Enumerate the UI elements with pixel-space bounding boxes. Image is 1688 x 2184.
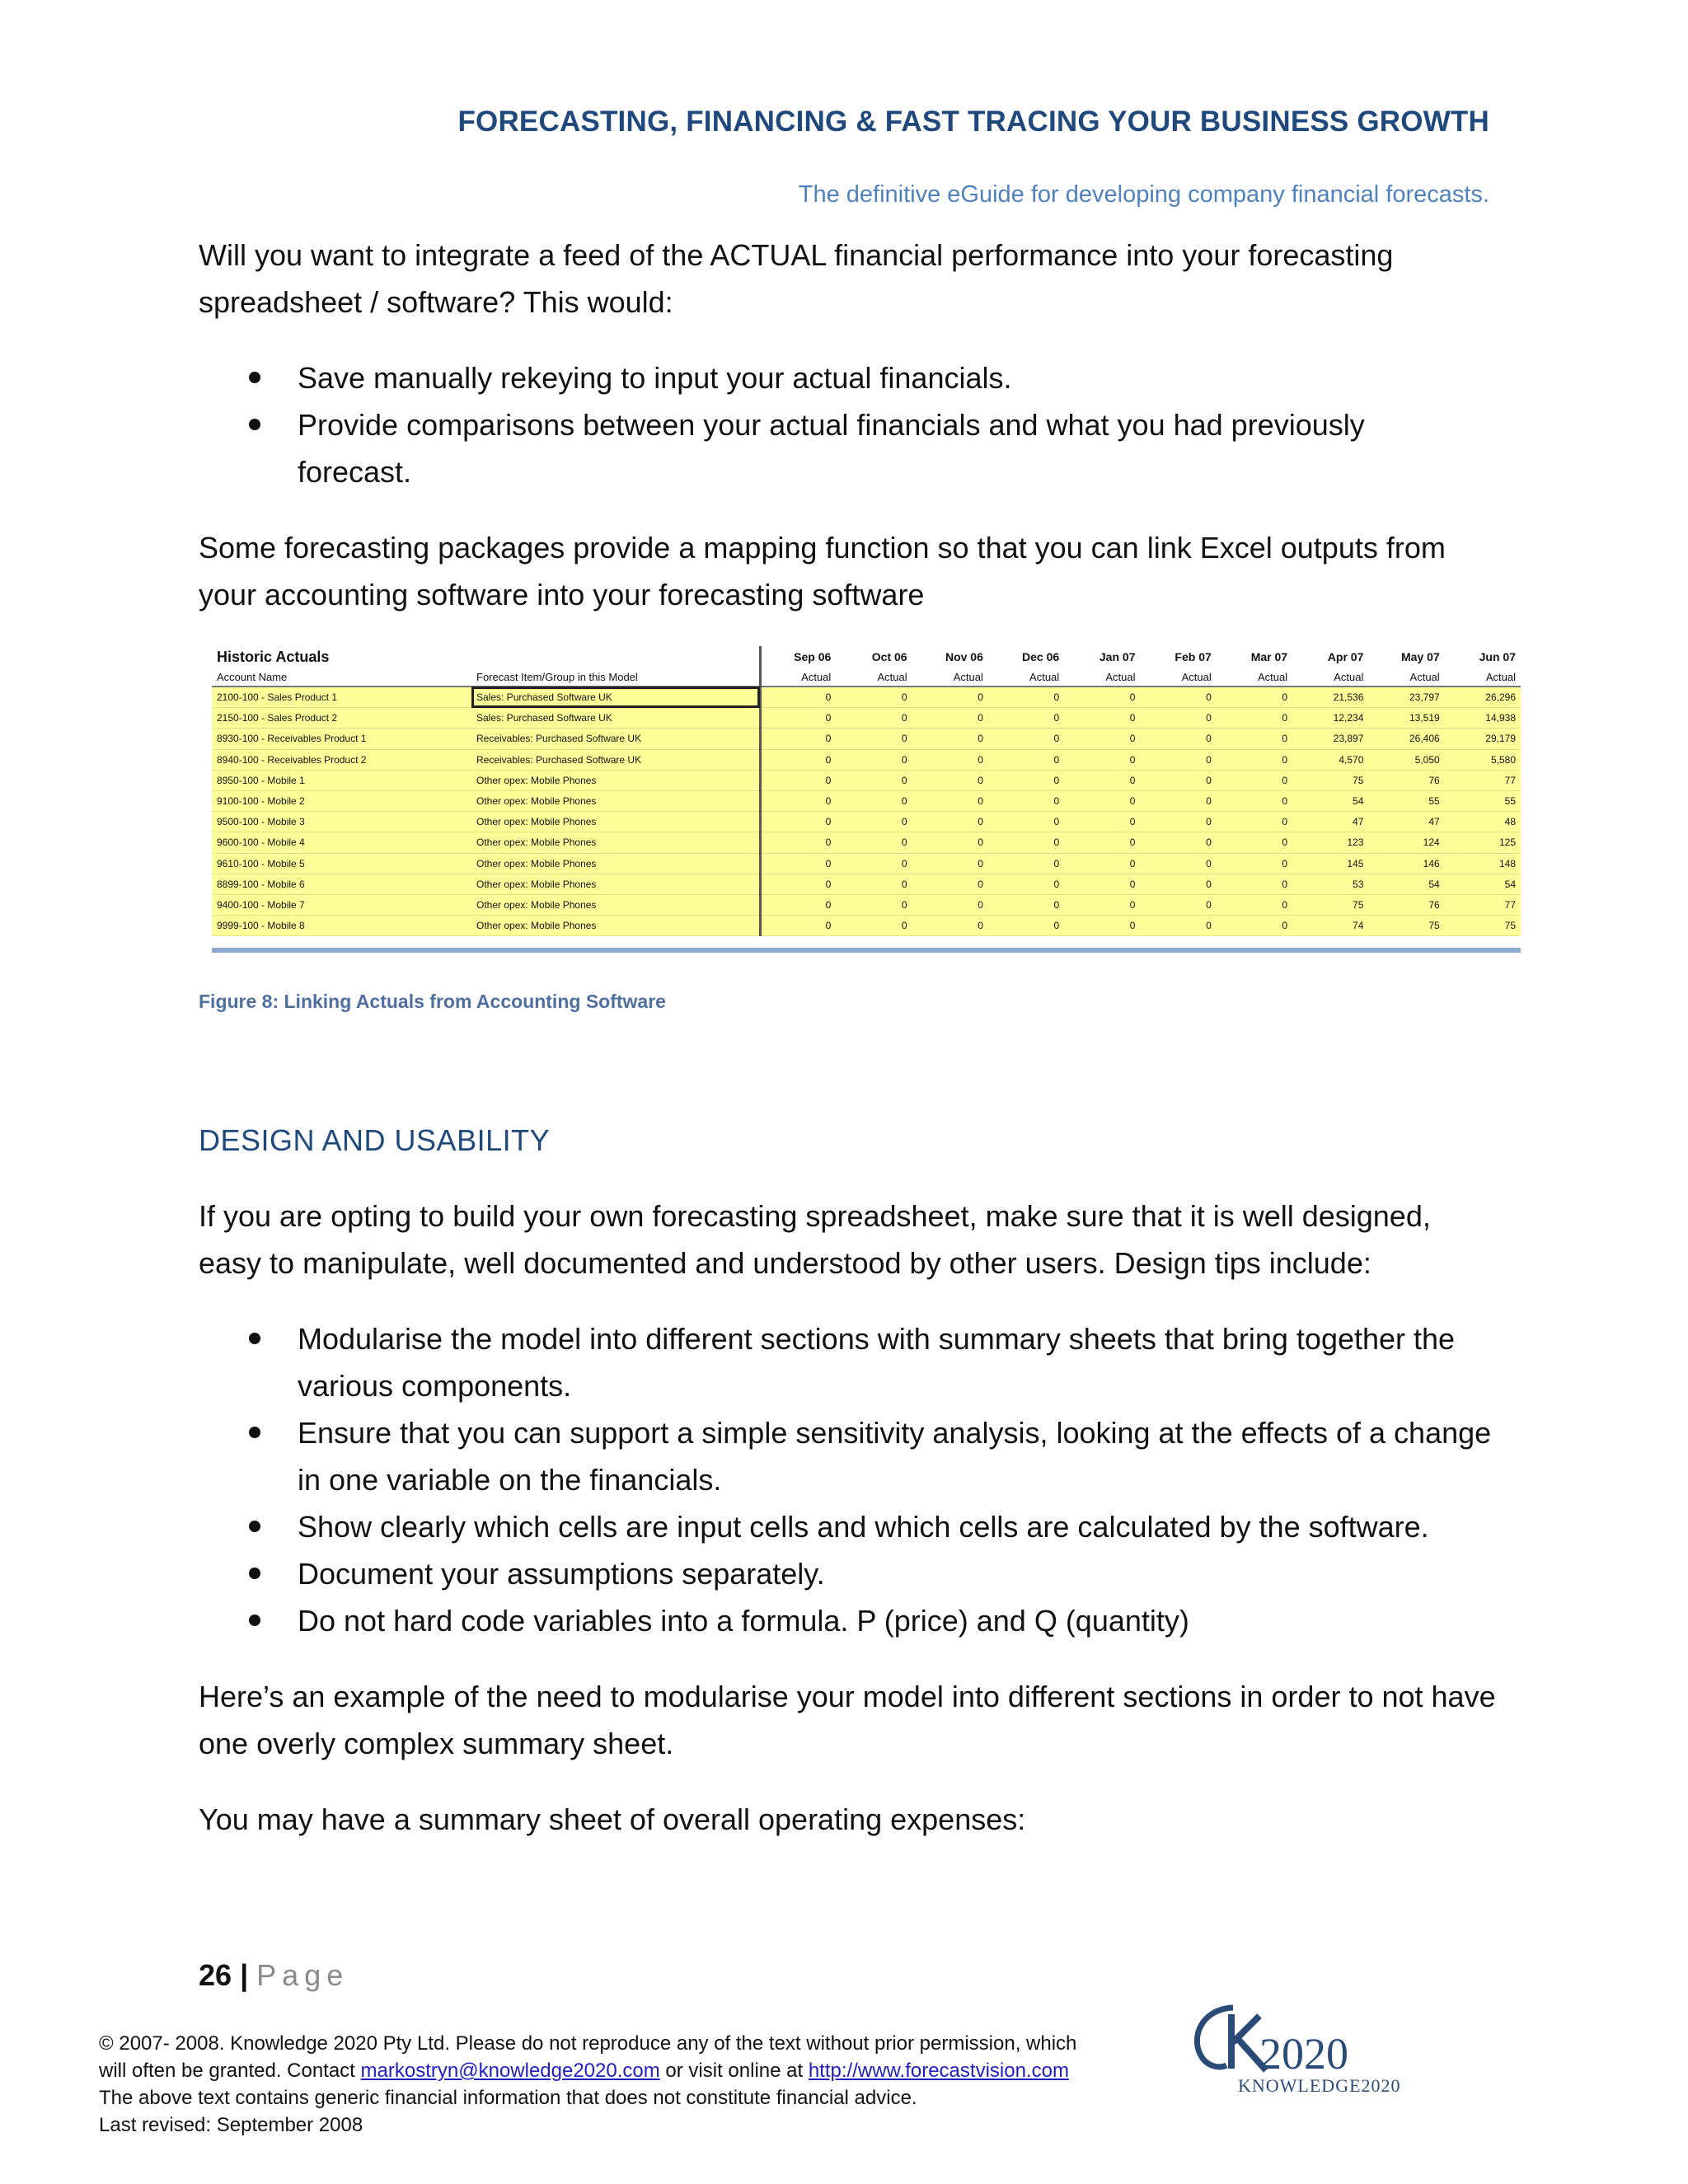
knowledge2020-logo (1184, 1998, 1431, 2105)
value-cell[interactable]: 0 (1064, 749, 1140, 770)
value-cell[interactable]: 4,570 (1292, 749, 1368, 770)
value-cell[interactable]: 0 (1217, 749, 1292, 770)
footer-contact (99, 2057, 1076, 2084)
value-cell[interactable]: 0 (1140, 853, 1216, 874)
list-item-text: Save manually rekeying to input your actual financials. (298, 361, 1012, 395)
logo-company-text: KNOWLEDGE2020 (1238, 2075, 1401, 2096)
footer-visit-text: or visit online at (659, 2060, 809, 2082)
mapping-paragraph: Some forecasting packages provide a mapping function so that you can link Excel outputs from your accounting software into your forecasting software (199, 531, 1446, 612)
value-cell[interactable]: 0 (912, 749, 988, 770)
value-cell[interactable]: 146 (1368, 853, 1444, 874)
value-cell[interactable]: 75 (1292, 894, 1368, 915)
value-cell[interactable]: 0 (836, 687, 912, 708)
account-name-cell[interactable]: 2150-100 - Sales Product 2 (212, 708, 471, 729)
value-cell[interactable]: 0 (1140, 770, 1216, 790)
account-name-cell[interactable]: 8940-100 - Receivables Product 2 (212, 749, 471, 770)
forecast-item-cell[interactable]: Other opex: Mobile Phones (471, 853, 760, 874)
value-cell[interactable]: 0 (760, 874, 836, 894)
table-row (212, 790, 1521, 811)
column-subheader-actual: Actual (836, 668, 912, 687)
value-cell[interactable]: 0 (1140, 874, 1216, 894)
list-item (199, 1503, 1501, 1550)
value-cell[interactable]: 0 (1064, 729, 1140, 749)
page-number (199, 1958, 349, 1993)
page-label: Page (256, 1958, 349, 1992)
value-cell[interactable]: 0 (1140, 708, 1216, 729)
footer-revised: Last revised: September 2008 (99, 2114, 363, 2136)
table-row (212, 894, 1521, 915)
value-cell[interactable]: 0 (836, 749, 912, 770)
value-cell[interactable]: 5,580 (1445, 749, 1521, 770)
forecast-item-cell[interactable]: Sales: Purchased Software UK (471, 687, 760, 708)
list-item (199, 401, 1501, 495)
bullet-icon (249, 372, 260, 383)
forecast-item-cell[interactable]: Other opex: Mobile Phones (471, 894, 760, 915)
value-cell[interactable]: 0 (988, 812, 1064, 832)
account-name-cell[interactable]: 9600-100 - Mobile 4 (212, 832, 471, 853)
value-cell[interactable]: 0 (836, 790, 912, 811)
value-cell[interactable]: 0 (1064, 790, 1140, 811)
logo-2020-text: 2020 (1259, 2029, 1348, 2079)
value-cell[interactable]: 0 (1064, 708, 1140, 729)
column-subheader-actual: Actual (1140, 668, 1216, 687)
value-cell[interactable]: 0 (836, 770, 912, 790)
modularise-paragraph: Here’s an example of the need to modularise your model into different sections in order to not have one overly complex summary sheet. (199, 1680, 1496, 1760)
value-cell[interactable]: 0 (760, 832, 836, 853)
value-cell[interactable]: 0 (760, 853, 836, 874)
account-name-cell[interactable]: 9500-100 - Mobile 3 (212, 812, 471, 832)
value-cell[interactable]: 0 (1140, 687, 1216, 708)
table-row (212, 708, 1521, 729)
value-cell[interactable]: 0 (1064, 832, 1140, 853)
account-name-cell[interactable]: 8930-100 - Receivables Product 1 (212, 729, 471, 749)
value-cell[interactable]: 0 (1140, 749, 1216, 770)
value-cell[interactable]: 0 (1217, 853, 1292, 874)
value-cell[interactable]: 75 (1292, 770, 1368, 790)
list-item-text: Show clearly which cells are input cells and which cells are calculated by the software. (298, 1510, 1429, 1544)
value-cell[interactable]: 0 (912, 687, 988, 708)
value-cell[interactable]: 0 (760, 790, 836, 811)
column-subheader-actual: Actual (1217, 668, 1292, 687)
value-cell[interactable]: 0 (1064, 853, 1140, 874)
table-subheader-row (212, 668, 1521, 687)
list-item (199, 1597, 1501, 1644)
design-paragraph: If you are opting to build your own forecasting spreadsheet, make sure that it is well designed, easy to manipulate, well documented and understood by other users. Design tips include: (199, 1199, 1431, 1280)
column-header-month: Oct 06 (871, 650, 907, 663)
value-cell[interactable]: 0 (1217, 687, 1292, 708)
historic-actuals-spreadsheet (212, 646, 1521, 953)
forecast-item-cell[interactable]: Receivables: Purchased Software UK (471, 729, 760, 749)
value-cell[interactable]: 148 (1445, 853, 1521, 874)
value-cell[interactable]: 0 (912, 790, 988, 811)
bullet-icon (249, 1333, 260, 1344)
value-cell[interactable]: 0 (1064, 916, 1140, 936)
account-name-cell[interactable]: 9100-100 - Mobile 2 (212, 790, 471, 811)
value-cell[interactable]: 74 (1292, 916, 1368, 936)
value-cell[interactable]: 12,234 (1292, 708, 1368, 729)
list-item (199, 1409, 1501, 1503)
forecast-item-cell[interactable]: Other opex: Mobile Phones (471, 770, 760, 790)
document-header-subtitle: The definitive eGuide for developing company financial forecasts. (798, 181, 1489, 208)
value-cell[interactable]: 0 (912, 770, 988, 790)
column-subheader-actual: Actual (1292, 668, 1368, 687)
value-cell[interactable]: 123 (1292, 832, 1368, 853)
value-cell[interactable]: 0 (1064, 812, 1140, 832)
value-cell[interactable]: 0 (1064, 687, 1140, 708)
bullet-icon (249, 419, 260, 430)
value-cell[interactable]: 0 (1140, 729, 1216, 749)
column-header-month: Feb 07 (1175, 650, 1212, 663)
account-name-cell[interactable]: 9400-100 - Mobile 7 (212, 894, 471, 915)
value-cell[interactable]: 0 (1064, 770, 1140, 790)
value-cell[interactable]: 0 (836, 916, 912, 936)
page-number-value: 26 (199, 1958, 232, 1992)
bullet-icon (249, 1521, 260, 1532)
value-cell[interactable]: 23,797 (1368, 687, 1444, 708)
value-cell[interactable]: 0 (1217, 874, 1292, 894)
design-section (199, 1193, 1501, 1843)
column-header-month: Jan 07 (1099, 650, 1136, 663)
value-cell[interactable]: 0 (760, 894, 836, 915)
value-cell[interactable]: 0 (988, 853, 1064, 874)
value-cell[interactable]: 0 (1064, 874, 1140, 894)
forecast-item-cell[interactable]: Receivables: Purchased Software UK (471, 749, 760, 770)
sheet-title: Historic Actuals (217, 648, 330, 665)
value-cell[interactable]: 0 (1140, 812, 1216, 832)
summary-sheet-paragraph: You may have a summary sheet of overall operating expenses: (199, 1802, 1026, 1836)
value-cell[interactable]: 0 (988, 770, 1064, 790)
value-cell[interactable]: 0 (912, 916, 988, 936)
table-header-row (212, 646, 1521, 668)
table-row (212, 749, 1521, 770)
column-subheader-actual: Actual (760, 668, 836, 687)
value-cell[interactable]: 53 (1292, 874, 1368, 894)
table-row (212, 770, 1521, 790)
column-header-account: Account Name (212, 668, 471, 687)
document-header-title: FORECASTING, FINANCING & FAST TRACING YOUR BUSINESS GROWTH (457, 105, 1489, 138)
value-cell[interactable]: 0 (1140, 916, 1216, 936)
value-cell[interactable]: 77 (1445, 770, 1521, 790)
value-cell[interactable]: 76 (1368, 894, 1444, 915)
value-cell[interactable]: 0 (760, 708, 836, 729)
list-item-text: Modularise the model into different sections with summary sheets that bring together the various components. (298, 1322, 1456, 1403)
value-cell[interactable]: 0 (912, 894, 988, 915)
column-header-month: Nov 06 (945, 650, 983, 663)
account-name-cell[interactable]: 2100-100 - Sales Product 1 (212, 687, 471, 708)
value-cell[interactable]: 0 (1217, 790, 1292, 811)
value-cell[interactable]: 0 (912, 874, 988, 894)
forecast-item-cell[interactable]: Other opex: Mobile Phones (471, 812, 760, 832)
column-header-month: Dec 06 (1022, 650, 1060, 663)
value-cell[interactable]: 5,050 (1368, 749, 1444, 770)
list-item (199, 354, 1501, 401)
intro-bullet-list (199, 354, 1501, 495)
value-cell[interactable]: 0 (912, 853, 988, 874)
value-cell[interactable]: 75 (1445, 916, 1521, 936)
value-cell[interactable]: 0 (836, 729, 912, 749)
value-cell[interactable]: 55 (1445, 790, 1521, 811)
value-cell[interactable]: 0 (1140, 832, 1216, 853)
value-cell[interactable]: 47 (1368, 812, 1444, 832)
list-item-text: Do not hard code variables into a formula. P (price) and Q (quantity) (298, 1604, 1189, 1638)
value-cell[interactable]: 0 (988, 708, 1064, 729)
forecast-item-cell[interactable]: Other opex: Mobile Phones (471, 916, 760, 936)
forecast-item-cell[interactable]: Other opex: Mobile Phones (471, 874, 760, 894)
value-cell[interactable]: 76 (1368, 770, 1444, 790)
value-cell[interactable]: 145 (1292, 853, 1368, 874)
value-cell[interactable]: 0 (1217, 916, 1292, 936)
footer (99, 2030, 1076, 2139)
list-item (199, 1550, 1501, 1597)
section-heading: DESIGN AND USABILITY (199, 1123, 551, 1157)
value-cell[interactable]: 26,406 (1368, 729, 1444, 749)
value-cell[interactable]: 0 (760, 770, 836, 790)
value-cell[interactable]: 0 (988, 749, 1064, 770)
value-cell[interactable]: 47 (1292, 812, 1368, 832)
value-cell[interactable]: 0 (988, 916, 1064, 936)
account-name-cell[interactable]: 9999-100 - Mobile 8 (212, 916, 471, 936)
table-row (212, 687, 1521, 708)
column-subheader-actual: Actual (1368, 668, 1444, 687)
value-cell[interactable]: 26,296 (1445, 687, 1521, 708)
value-cell[interactable]: 54 (1368, 874, 1444, 894)
bullet-icon (249, 1568, 260, 1579)
value-cell[interactable]: 0 (836, 832, 912, 853)
value-cell[interactable]: 75 (1368, 916, 1444, 936)
value-cell[interactable]: 0 (988, 874, 1064, 894)
value-cell[interactable]: 14,938 (1445, 708, 1521, 729)
value-cell[interactable]: 29,179 (1445, 729, 1521, 749)
footer-contact-text: will often be granted. Contact (99, 2060, 361, 2082)
value-cell[interactable]: 0 (1217, 770, 1292, 790)
website-link[interactable]: http://www.forecastvision.com (808, 2060, 1069, 2082)
column-header-month: Jun 07 (1479, 650, 1516, 663)
column-header-month: May 07 (1400, 650, 1440, 663)
page-separator: | (240, 1958, 249, 1992)
value-cell[interactable]: 0 (836, 853, 912, 874)
value-cell[interactable]: 0 (1217, 708, 1292, 729)
forecast-item-cell[interactable]: Sales: Purchased Software UK (471, 708, 760, 729)
value-cell[interactable]: 0 (912, 832, 988, 853)
value-cell[interactable]: 0 (836, 874, 912, 894)
table-row (212, 812, 1521, 832)
intro-paragraph: Will you want to integrate a feed of the ACTUAL financial performance into your forecasting spreadsheet / software? This would: (199, 238, 1394, 319)
value-cell[interactable]: 0 (988, 894, 1064, 915)
value-cell[interactable]: 0 (988, 729, 1064, 749)
table-row (212, 916, 1521, 936)
column-header-month: Apr 07 (1327, 650, 1364, 663)
value-cell[interactable]: 0 (988, 790, 1064, 811)
value-cell[interactable]: 0 (760, 749, 836, 770)
value-cell[interactable]: 77 (1445, 894, 1521, 915)
account-name-cell[interactable]: 9610-100 - Mobile 5 (212, 853, 471, 874)
table-row (212, 832, 1521, 853)
account-name-cell[interactable]: 8899-100 - Mobile 6 (212, 874, 471, 894)
value-cell[interactable]: 0 (988, 687, 1064, 708)
list-item-text: Document your assumptions separately. (298, 1557, 825, 1591)
value-cell[interactable]: 0 (912, 708, 988, 729)
value-cell[interactable]: 0 (760, 916, 836, 936)
value-cell[interactable]: 0 (836, 708, 912, 729)
value-cell[interactable]: 0 (760, 687, 836, 708)
value-cell[interactable]: 54 (1292, 790, 1368, 811)
table-row (212, 874, 1521, 894)
value-cell[interactable]: 0 (760, 729, 836, 749)
figure-caption: Figure 8: Linking Actuals from Accounting Software (199, 991, 666, 1012)
column-header-month: Mar 07 (1250, 650, 1288, 663)
value-cell[interactable]: 0 (912, 812, 988, 832)
column-subheader-actual: Actual (1064, 668, 1140, 687)
value-cell[interactable]: 0 (1217, 729, 1292, 749)
value-cell[interactable]: 0 (1217, 812, 1292, 832)
value-cell[interactable]: 54 (1445, 874, 1521, 894)
account-name-cell[interactable]: 8950-100 - Mobile 1 (212, 770, 471, 790)
value-cell[interactable]: 0 (1140, 790, 1216, 811)
forecast-item-cell[interactable]: Other opex: Mobile Phones (471, 790, 760, 811)
list-item (199, 1315, 1501, 1409)
column-header-month: Sep 06 (794, 650, 832, 663)
value-cell[interactable]: 0 (912, 729, 988, 749)
column-subheader-actual: Actual (988, 668, 1064, 687)
value-cell[interactable]: 48 (1445, 812, 1521, 832)
column-subheader-actual: Actual (1445, 668, 1521, 687)
value-cell[interactable]: 23,897 (1292, 729, 1368, 749)
value-cell[interactable]: 0 (1217, 832, 1292, 853)
value-cell[interactable]: 21,536 (1292, 687, 1368, 708)
value-cell[interactable]: 55 (1368, 790, 1444, 811)
intro-section (199, 232, 1501, 618)
value-cell[interactable]: 13,519 (1368, 708, 1444, 729)
email-link[interactable]: markostryn@knowledge2020.com (360, 2060, 660, 2082)
forecast-item-cell[interactable]: Other opex: Mobile Phones (471, 832, 760, 853)
value-cell[interactable]: 0 (836, 894, 912, 915)
list-item-text: Ensure that you can support a simple sensitivity analysis, looking at the effects of a change in one variable on the financials. (298, 1416, 1492, 1497)
table-row (212, 853, 1521, 874)
value-cell[interactable]: 124 (1368, 832, 1444, 853)
column-subheader-actual: Actual (912, 668, 988, 687)
value-cell[interactable]: 0 (1064, 894, 1140, 915)
bullet-icon (249, 1427, 260, 1438)
footer-disclaimer: The above text contains generic financial information that does not constitute financial advice. (99, 2087, 917, 2109)
value-cell[interactable]: 125 (1445, 832, 1521, 853)
value-cell[interactable]: 0 (1140, 894, 1216, 915)
value-cell[interactable]: 0 (760, 812, 836, 832)
value-cell[interactable]: 0 (988, 832, 1064, 853)
bullet-icon (249, 1615, 260, 1626)
logo-swoosh (1197, 2008, 1233, 2067)
column-header-forecast-item: Forecast Item/Group in this Model (471, 668, 760, 687)
table-row (212, 729, 1521, 749)
design-bullet-list (199, 1315, 1501, 1644)
list-item-text: Provide comparisons between your actual financials and what you had previously forecast. (298, 408, 1365, 489)
footer-copyright: © 2007- 2008. Knowledge 2020 Pty Ltd. Please do not reproduce any of the text without prior permission, which (99, 2032, 1077, 2055)
spreadsheet-table (212, 646, 1521, 936)
value-cell[interactable]: 0 (1217, 894, 1292, 915)
value-cell[interactable]: 0 (836, 812, 912, 832)
